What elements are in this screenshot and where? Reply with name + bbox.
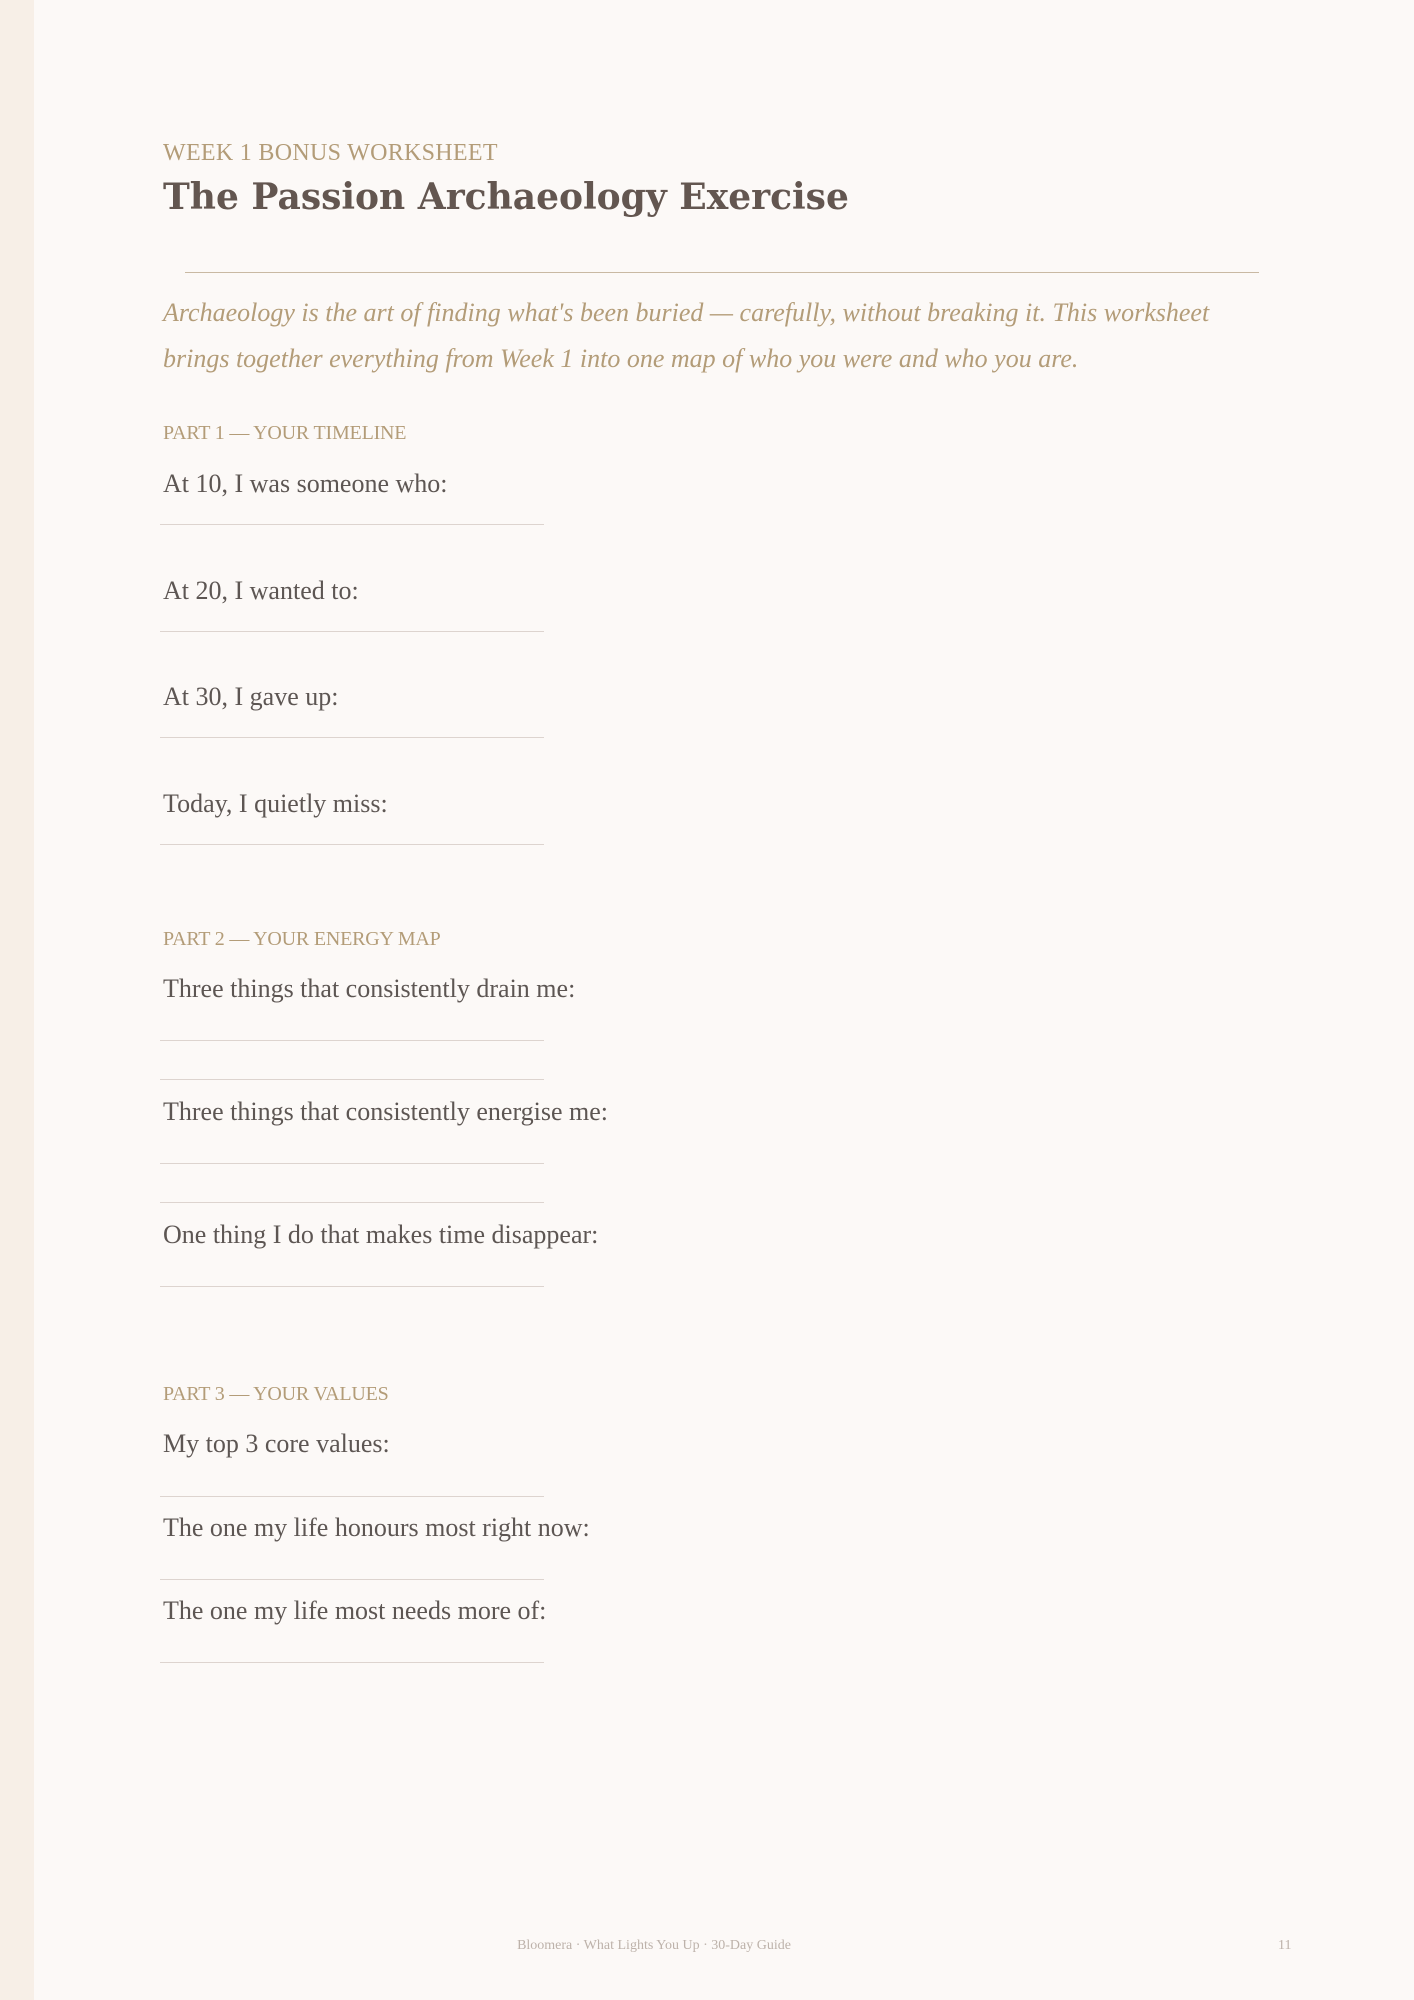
answer-line[interactable] <box>160 737 544 738</box>
answer-line[interactable] <box>160 1040 544 1041</box>
answer-line[interactable] <box>160 1579 544 1580</box>
answer-line[interactable] <box>160 1079 544 1080</box>
prompt-time-disappear: One thing I do that makes time disappear: <box>163 1220 599 1249</box>
title-divider <box>185 272 1259 273</box>
prompt-today: Today, I quietly miss: <box>163 789 388 818</box>
answer-line[interactable] <box>160 1662 544 1663</box>
prompt-honours-most: The one my life honours most right now: <box>163 1513 590 1542</box>
prompt-at-20: At 20, I wanted to: <box>163 576 359 605</box>
part-1-label: PART 1 — YOUR TIMELINE <box>163 422 407 444</box>
prompt-energise: Three things that consistently energise me: <box>163 1097 609 1126</box>
answer-line[interactable] <box>160 524 544 525</box>
part-2-label: PART 2 — YOUR ENERGY MAP <box>163 928 441 950</box>
prompt-at-10: At 10, I was someone who: <box>163 469 448 498</box>
prompt-needs-more: The one my life most needs more of: <box>163 1596 547 1625</box>
answer-line[interactable] <box>160 1163 544 1164</box>
prompt-drain: Three things that consistently drain me: <box>163 974 576 1003</box>
prompt-at-30: At 30, I gave up: <box>163 682 339 711</box>
worksheet-eyebrow: WEEK 1 BONUS WORKSHEET <box>163 140 498 166</box>
page-number: 11 <box>1278 1938 1292 1953</box>
page-title: The Passion Archaeology Exercise <box>163 176 849 218</box>
part-3-label: PART 3 — YOUR VALUES <box>163 1383 389 1405</box>
answer-line[interactable] <box>160 1496 544 1497</box>
intro-paragraph: Archaeology is the art of finding what's been buried — carefully, without breaking it. This worksheet brings together everything from Week 1 into one map of who you were and who you are. <box>163 298 1210 373</box>
page-footer: Bloomera · What Lights You Up · 30-Day Guide <box>517 1938 791 1953</box>
prompt-core-values: My top 3 core values: <box>163 1429 390 1458</box>
answer-line[interactable] <box>160 1202 544 1203</box>
answer-line[interactable] <box>160 844 544 845</box>
answer-line[interactable] <box>160 631 544 632</box>
answer-line[interactable] <box>160 1286 544 1287</box>
